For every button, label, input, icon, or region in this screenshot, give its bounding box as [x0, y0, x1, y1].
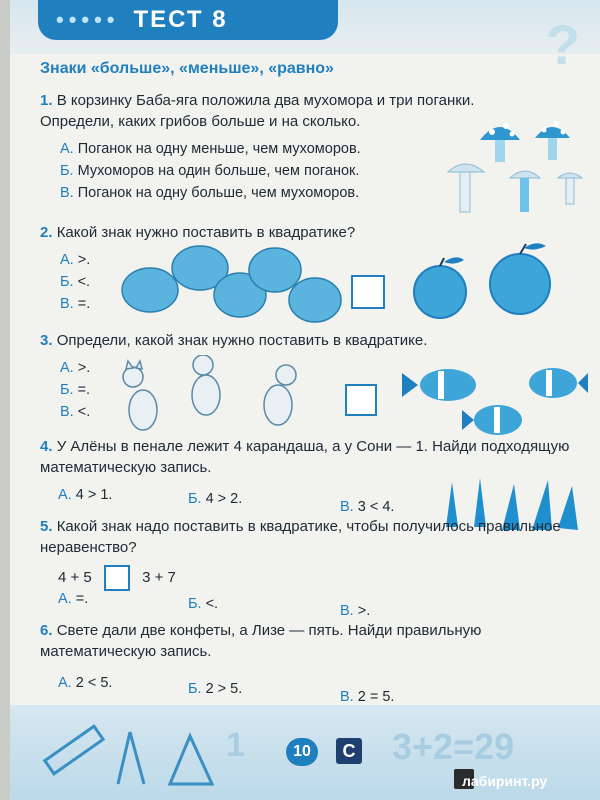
comparison-square [352, 276, 384, 308]
publisher-logo: С [336, 738, 362, 764]
site-watermark: лабиринт.ру [462, 773, 548, 789]
option-letter: А. [58, 487, 72, 503]
mushroom-icon [558, 173, 582, 204]
expression-right: 3 + 7 [142, 568, 176, 586]
question-text: У Алёны в пенале лежит 4 карандаша, а у Сони — 1. Найди подходящую математическую запись. [40, 438, 570, 476]
option-letter: В. [60, 185, 74, 201]
question-text: Определи, какой знак нужно поставить в квадратике. [56, 332, 428, 349]
option-letter: Б. [188, 596, 202, 612]
option-text: Мухоморов на один больше, чем поганок. [77, 163, 360, 179]
answer-option-b[interactable] [188, 678, 242, 700]
question-number: 6. [40, 622, 53, 639]
option-letter: В. [60, 296, 74, 312]
question-number: 1. [40, 92, 53, 109]
option-letter: В. [340, 499, 354, 515]
option-letter: Б. [60, 274, 74, 290]
footer-decoration [40, 722, 240, 794]
option-text: 4 > 1. [75, 487, 113, 503]
option-text: >. [77, 360, 91, 376]
triangle-ruler-icon [170, 736, 212, 784]
option-text: Поганок на одну больше, чем мухоморов. [77, 185, 360, 201]
answer-option-a[interactable] [58, 588, 88, 610]
page-number: 10 [286, 738, 318, 766]
option-letter: А. [60, 141, 74, 157]
walnut-icon [289, 278, 341, 322]
option-text: =. [75, 591, 89, 607]
question-3-text [40, 330, 580, 351]
fish-icon [529, 368, 588, 398]
walnut-icon [249, 248, 301, 292]
option-letter: А. [58, 591, 72, 607]
cat-icon [264, 365, 296, 425]
fish-icon [462, 405, 522, 435]
option-letter: В. [60, 404, 74, 420]
question-6 [40, 620, 580, 662]
answer-option-a[interactable] [58, 484, 112, 506]
option-letter: А. [60, 360, 74, 376]
option-text: >. [77, 252, 91, 268]
question-number: 3. [40, 332, 53, 349]
question-6-text [40, 620, 580, 662]
answer-option-c[interactable] [340, 600, 370, 622]
option-text: =. [77, 382, 91, 398]
footer-deco-math: 3+2=29 [392, 726, 515, 767]
mushrooms-illustration [440, 112, 590, 222]
question-5-text [40, 516, 580, 558]
option-letter: А. [60, 252, 74, 268]
option-letter: Б. [188, 491, 202, 507]
option-letter: В. [340, 603, 354, 619]
option-text: <. [77, 274, 91, 290]
option-letter: Б. [60, 382, 74, 398]
cats-fish-illustration [118, 355, 588, 445]
option-text: 2 > 5. [205, 681, 243, 697]
question-number: 5. [40, 518, 53, 535]
ruler-icon [45, 726, 103, 774]
question-text: Какой знак нужно поставить в квадратике? [56, 224, 356, 241]
option-text: 3 < 4. [357, 499, 395, 515]
mushroom-icon [448, 164, 484, 212]
cat-icon [192, 355, 220, 415]
compass-icon [118, 732, 144, 784]
answer-option-b[interactable] [188, 488, 242, 510]
comparison-square [346, 385, 376, 415]
test-title-tab [38, 0, 338, 40]
fish-icon [402, 369, 476, 401]
apple-icon [414, 257, 466, 318]
walnut-icon [122, 268, 178, 312]
nuts-apples-illustration [120, 240, 580, 330]
option-letter: А. [58, 675, 72, 691]
question-text: В корзинку Баба-яга положила два мухомора и три поганки. Определи, каких грибов больше и на сколько. [40, 92, 475, 130]
mushroom-icon [510, 171, 540, 212]
question-number: 2. [40, 224, 53, 241]
question-text: Свете дали две конфеты, а Лизе — пять. Найди правильную математическую запись. [40, 622, 482, 660]
option-letter: Б. [188, 681, 202, 697]
answer-option-a[interactable] [58, 672, 112, 694]
apple-icon [490, 243, 550, 314]
expression-left: 4 + 5 [58, 568, 92, 586]
answer-option-c[interactable] [340, 496, 394, 518]
option-text: 2 = 5. [357, 689, 395, 705]
option-text: <. [205, 596, 219, 612]
question-text: Какой знак надо поставить в квадратике, чтобы получилось правильное неравенство? [40, 518, 561, 556]
test-title: ТЕСТ 8 [133, 6, 228, 33]
footer-deco-one: 1 [226, 726, 245, 764]
option-text: Поганок на одну меньше, чем мухоморов. [77, 141, 361, 157]
question-number: 4. [40, 438, 53, 455]
option-text: =. [77, 296, 91, 312]
answer-square[interactable] [104, 565, 130, 591]
topic-heading: Знаки «больше», «меньше», «равно» [40, 60, 334, 77]
option-letter: В. [340, 689, 354, 705]
header-dots-left: ••••• [56, 7, 120, 32]
mushroom-icon [535, 121, 570, 160]
answer-option-b[interactable] [188, 593, 218, 615]
question-mark-icon: ? [545, 13, 580, 76]
option-letter: Б. [60, 163, 74, 179]
option-text: <. [77, 404, 91, 420]
question-5 [40, 516, 580, 558]
option-text: 4 > 2. [205, 491, 243, 507]
option-text: 2 < 5. [75, 675, 113, 691]
option-text: >. [357, 603, 371, 619]
cat-icon [123, 361, 157, 430]
mushroom-icon [480, 123, 520, 162]
